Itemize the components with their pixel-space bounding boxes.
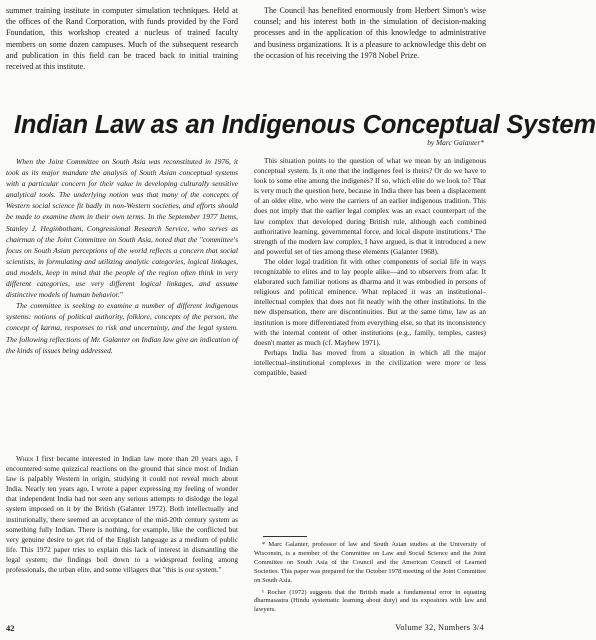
paragraph — [6, 454, 238, 575]
footnote: ¹ Rocher (1972) suggests that the British made a fundamental error in equating dharmasastra (Hindu systematic learning about duty) and its expositors with law and lawyers. — [254, 588, 486, 614]
journal-reference: Volume 32, Numbers 3/4 — [395, 623, 484, 632]
lead-paragraph-text: I first became interested in Indian law more than 20 years ago, I encountered some quizzical reactions on the ground that since most of Indian law is palpably Western in origin, studying it could not reveal much about India. Nearly ten years ago, I wrote a paper expressing my feeling of wonder that independent India had not seen any serious attempts to dislodge the legal system imposed on it by the British (Galanter 1972). Both intellectually and institutionally, there seemed an acceptance of the mid-20th century system as something fully Indian. There is nothing, for example, like the conflicted but very genuine desire to get rid of the English language as a medium of public life. This 1972 paper tries to explain this lack of interest in dismantling the legal system; the findings boil down to a widespread feeling among professionals, the urban elite, and some villagers that "this is our system." — [6, 454, 238, 575]
continued-text-left — [6, 5, 238, 95]
footnote-divider — [263, 536, 307, 537]
continued-text-right — [254, 5, 486, 95]
paragraph: This situation points to the question of what we mean by an indigenous conceptual system. Is it one that the indigenes feel is theirs? Or do we have to look to some elite among the indigenes? If so, which elite do we look to? That is very much the question here, because in India there has been a displacement of an older elite, who were the carriers of an earlier indigenous tradition. This does not imply that the earlier legal complex was an exact counterpart of the law complex that developed during British rule, although each combined authoritative learning, governmental force, and local dispute institutions.¹ The strength of the modern law complex, I have argued, is that it introduced a new and powerful set of ties among these elements (Galanter 1968). — [254, 156, 486, 256]
editorial-intro — [6, 156, 238, 448]
body-column-right — [254, 156, 486, 530]
intro-paragraph: The committee is seeking to examine a number of different indigenous systems: notions of political authority, folklore, concepts of the person, the concept of karma, responses to risk and uncertainty, and the legal system. The following reflections of Mr. Galanter on Indian law give an indication of the kinds of issues being addressed. — [6, 301, 238, 355]
byline: by Marc Galanter* — [427, 138, 484, 147]
lead-in: When — [16, 454, 34, 463]
footnotes — [254, 541, 486, 619]
paragraph: The older legal tradition fit with other components of social life in ways recognizable to elites and to lay people alike—and to observers from afar. It elaborated such familiar notions as dharma and it was embodied in persons of religious and political eminence. What replaced it was an institutional–intellectual complex that does not fit neatly with the other institutions. In the new dispensation, there are discontinuities. But at the same time, law as an institution is more differentiated from everything else, so that its inconsistency with the internal content of other institutions (e.g., family, temples, castes) doesn't matter as much (cf. Mayhew 1971). — [254, 256, 486, 347]
body-column-left — [6, 454, 238, 620]
page-number: 42 — [6, 623, 15, 633]
footnote: * Marc Galanter, professor of law and South Asian studies at the University of Wisconsin, is a member of the Committee on Law and Social Science and the Joint Committee on South Asia of the Council and the American Council of Learned Societies. This paper was prepared for the October 1978 meeting of the Joint Committee on South Asia. — [254, 541, 486, 584]
article-title: Indian Law as an Indigenous Conceptual System — [14, 111, 596, 139]
paragraph: The Council has benefited enormously from Herbert Simon's wise counsel; and his interest both in the simulation of decision-making processes and in the application of this knowledge to administrative and business organizations. It is a pleasure to acknowledge this debt on the occasion of his receiving the 1978 Nobel Prize. — [254, 6, 486, 60]
intro-paragraph: When the Joint Committee on South Asia was reconstituted in 1976, it took as its major mandate the analysis of South Asian conceptual systems with a particular concern for their value in developing culturally sensitive analytical tools. The underlying notion was that many of the concepts of Western social science fit badly in non-Western societies, and efforts should be made to examine them in their own terms. In the September 1977 Items, Stanley J. Heginbotham, Congressional Research Service, who serves as chairman of the Joint Committee on South Asia, noted that the "committee's focus on South Asian perceptions of the world reflects a concern that social scientists, in formulating and utilizing analytic categories, logical linkages, and models, keep in mind that the people of the region often think in very different categories, use very different logical linkages, and assume distinctive models of human behavior." — [6, 157, 238, 300]
paragraph: Perhaps India has moved from a situation in which all the major intellectual–institutional complexes in the civilization were more or less compatible, based — [254, 347, 486, 377]
paragraph: summer training institute in computer simulation techniques. Held at the offices of the Rand Corporation, with funds provided by the Ford Foundation, this workshop created a nucleus of trained faculty members on some dozen campuses. Much of the subsequent research and publication in this field can be traced back to initial training received at this institute. — [6, 6, 238, 72]
